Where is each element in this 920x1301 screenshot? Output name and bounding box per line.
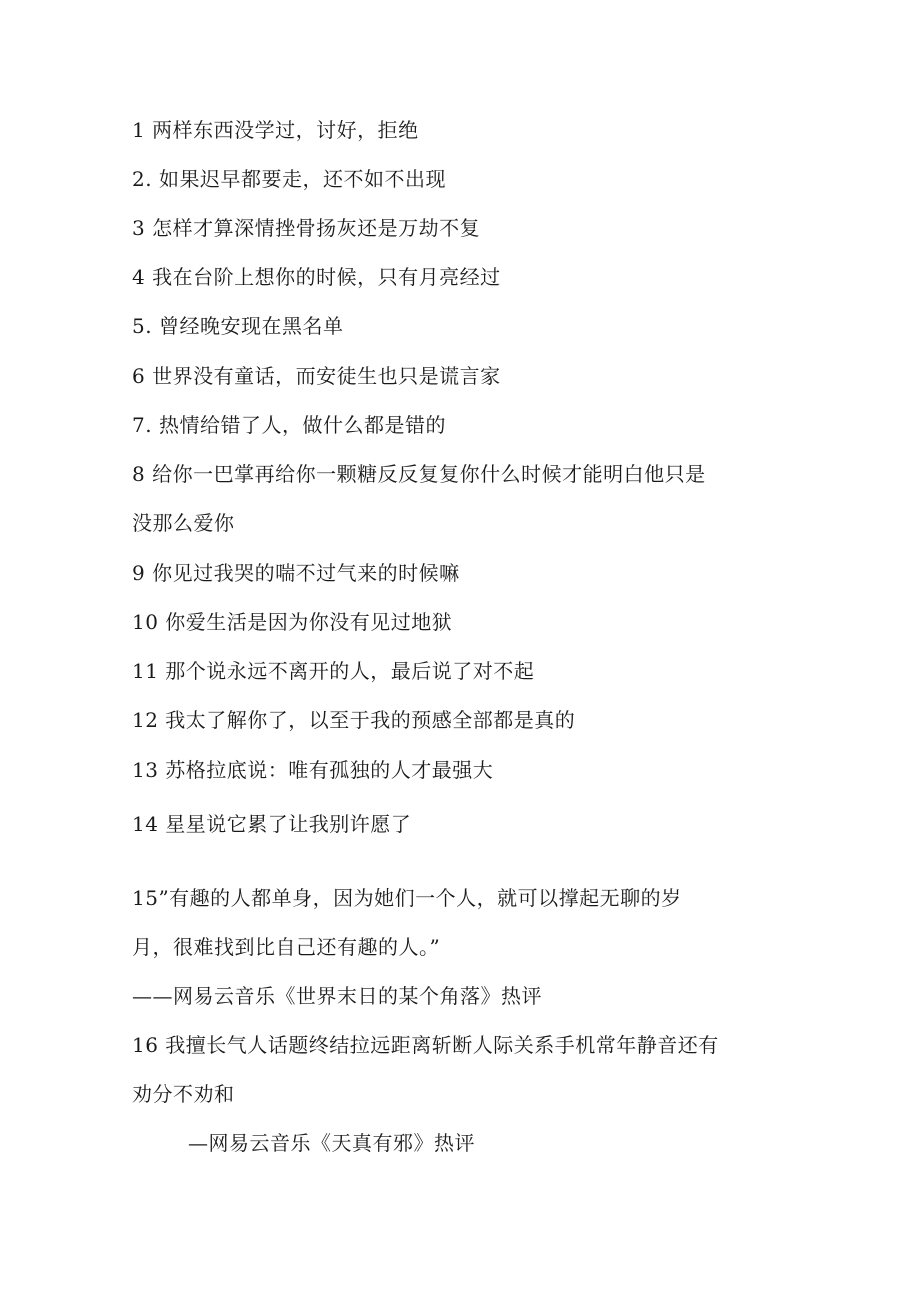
quote-line-11: 11 那个说永远不离开的人，最后说了对不起 bbox=[132, 659, 535, 683]
quote-line-12: 12 我太了解你了，以至于我的预感全部都是真的 bbox=[132, 708, 576, 732]
quote-line-4: 4 我在台阶上想你的时候，只有月亮经过 bbox=[132, 265, 501, 289]
quote-line-6: 6 世界没有童话，而安徒生也只是谎言家 bbox=[132, 364, 501, 388]
quote-line-8-continued: 没那么爱你 bbox=[132, 511, 235, 535]
quote-line-1: 1 两样东西没学过，讨好，拒绝 bbox=[132, 118, 419, 142]
quote-source-16: —网易云音乐《天真有邪》热评 bbox=[188, 1131, 475, 1155]
quote-line-7: 7. 热情给错了人，做什么都是错的 bbox=[132, 413, 446, 437]
quote-line-2: 2. 如果迟早都要走，还不如不出现 bbox=[132, 167, 446, 191]
quote-line-15: 15”有趣的人都单身，因为她们一个人，就可以撑起无聊的岁 bbox=[132, 886, 682, 910]
quote-line-14: 14 星星说它累了让我别许愿了 bbox=[132, 812, 412, 836]
quote-line-3: 3 怎样才算深情挫骨扬灰还是万劫不复 bbox=[132, 216, 481, 240]
quote-line-13: 13 苏格拉底说：唯有孤独的人才最强大 bbox=[132, 758, 494, 782]
quote-line-15-continued: 月，很难找到比自己还有趣的人。” bbox=[132, 935, 441, 959]
quote-source-15: ——网易云音乐《世界末日的某个角落》热评 bbox=[132, 984, 542, 1008]
quote-line-9: 9 你见过我哭的喘不过气来的时候嘛 bbox=[132, 561, 460, 585]
quote-line-5: 5. 曾经晚安现在黑名单 bbox=[132, 314, 344, 338]
quote-line-8: 8 给你一巴掌再给你一颗糖反反复复你什么时候才能明白他只是 bbox=[132, 462, 706, 486]
quote-line-10: 10 你爱生活是因为你没有见过地狱 bbox=[132, 610, 453, 634]
quote-line-16: 16 我擅长气人话题终结拉远距离斩断人际关系手机常年静音还有 bbox=[132, 1033, 719, 1057]
quote-line-16-continued: 劝分不劝和 bbox=[132, 1082, 235, 1106]
